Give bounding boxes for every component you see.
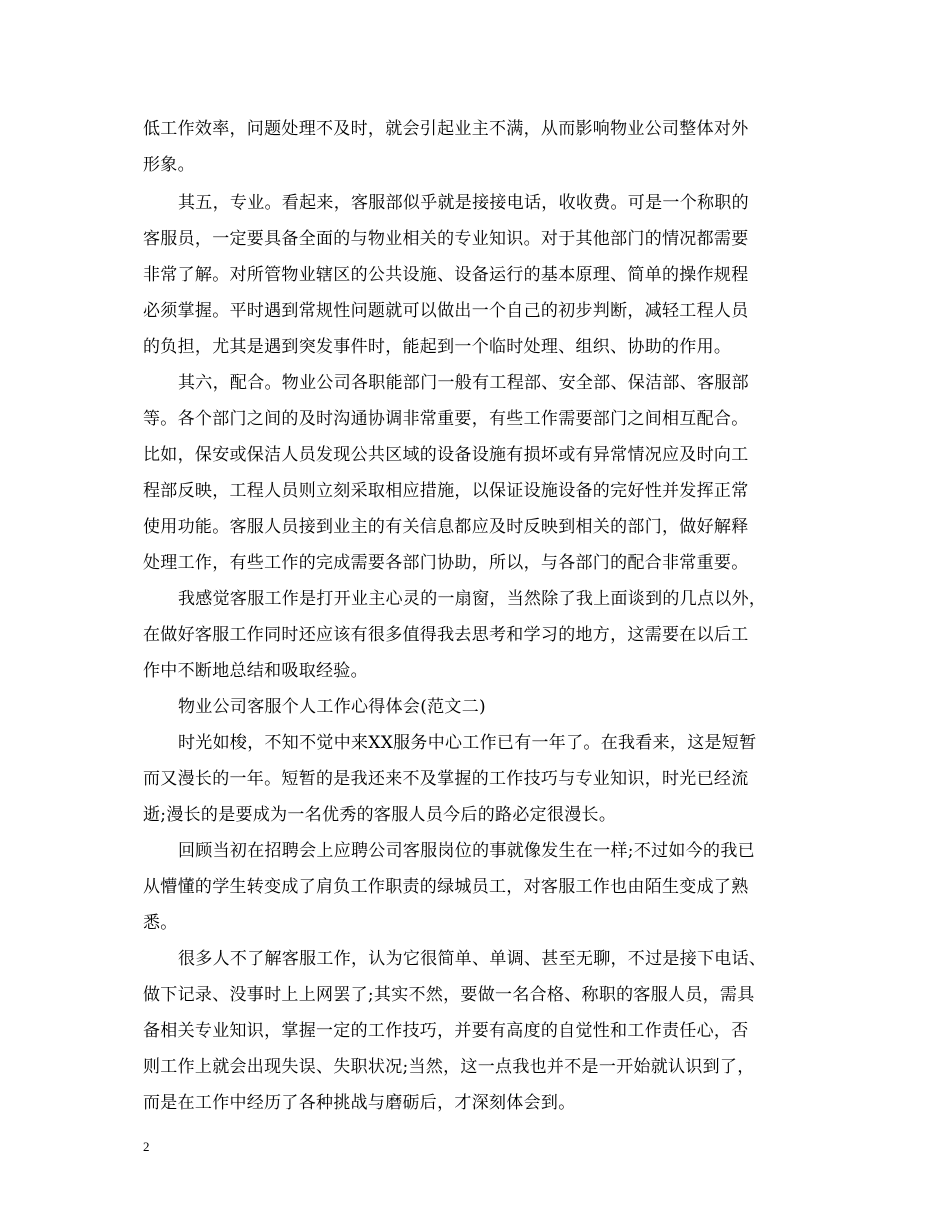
text-line: 逝;漫长的是要成为一名优秀的客服人员今后的路必定很漫长。 — [143, 805, 617, 825]
text-line: 则工作上就会出现失误、失职状况;当然，这一点我也并不是一开始就认识到了， — [143, 1057, 755, 1077]
text-line: 我感觉客服工作是打开业主心灵的一扇窗，当然除了我上面谈到的几点以外， — [178, 589, 767, 609]
text-line: 低工作效率，问题处理不及时，就会引起业主不满，从而影响物业公司整体对外 — [143, 119, 749, 139]
text-line: 形象。 — [143, 155, 195, 175]
text-line: 其六，配合。物业公司各职能部门一般有工程部、安全部、保洁部、客服部 — [178, 373, 749, 393]
text-line: 时光如梭，不知不觉中来XX服务中心工作已有一年了。在我看来，这是短暂 — [178, 733, 757, 753]
text-line: 很多人不了解客服工作，认为它很简单、单调、甚至无聊，不过是接下电话、 — [178, 949, 767, 969]
page-number: 2 — [143, 1139, 150, 1154]
text-line: 非常了解。对所管物业辖区的公共设施、设备运行的基本原理、简单的操作规程 — [143, 265, 749, 285]
text-line: 悉。 — [143, 913, 178, 933]
text-line: 备相关专业知识，掌握一定的工作技巧，并要有高度的自觉性和工作责任心，否 — [143, 1021, 749, 1041]
text-line: 作中不断地总结和吸取经验。 — [143, 661, 368, 681]
text-line: 程部反映，工程人员则立刻采取相应措施，以保证设施设备的完好性并发挥正常 — [143, 481, 749, 501]
text-line: 客服员，一定要具备全面的与物业相关的专业知识。对于其他部门的情况都需要 — [143, 229, 749, 249]
text-line: 回顾当初在招聘会上应聘公司客服岗位的事就像发生在一样;不过如今的我已 — [178, 841, 755, 861]
text-line: 处理工作，有些工作的完成需要各部门协助，所以，与各部门的配合非常重要。 — [143, 553, 749, 573]
text-line: 其五，专业。看起来，客服部似乎就是接接电话，收收费。可是一个称职的 — [178, 193, 749, 213]
section-heading: 物业公司客服个人工作心得体会(范文二) — [178, 697, 486, 717]
text-line: 比如，保安或保洁人员发现公共区域的设备设施有损坏或有异常情况应及时向工 — [143, 445, 749, 465]
text-line: 而是在工作中经历了各种挑战与磨砺后，才深刻体会到。 — [143, 1093, 576, 1113]
text-line: 而又漫长的一年。短暂的是我还来不及掌握的工作技巧与专业知识，时光已经流 — [143, 769, 749, 789]
text-line: 从懵懂的学生转变成了肩负工作职责的绿城员工，对客服工作也由陌生变成了熟 — [143, 877, 749, 897]
text-line: 在做好客服工作同时还应该有很多值得我去思考和学习的地方，这需要在以后工 — [143, 625, 749, 645]
text-line: 做下记录、没事时上上网罢了;其实不然，要做一名合格、称职的客服人员，需具 — [143, 985, 755, 1005]
text-line: 必须掌握。平时遇到常规性问题就可以做出一个自己的初步判断，减轻工程人员 — [143, 301, 749, 321]
text-line: 使用功能。客服人员接到业主的有关信息都应及时反映到相关的部门，做好解释 — [143, 517, 749, 537]
text-line: 等。各个部门之间的及时沟通协调非常重要，有些工作需要部门之间相互配合。 — [143, 409, 749, 429]
text-line: 的负担，尤其是遇到突发事件时，能起到一个临时处理、组织、协助的作用。 — [143, 337, 732, 357]
